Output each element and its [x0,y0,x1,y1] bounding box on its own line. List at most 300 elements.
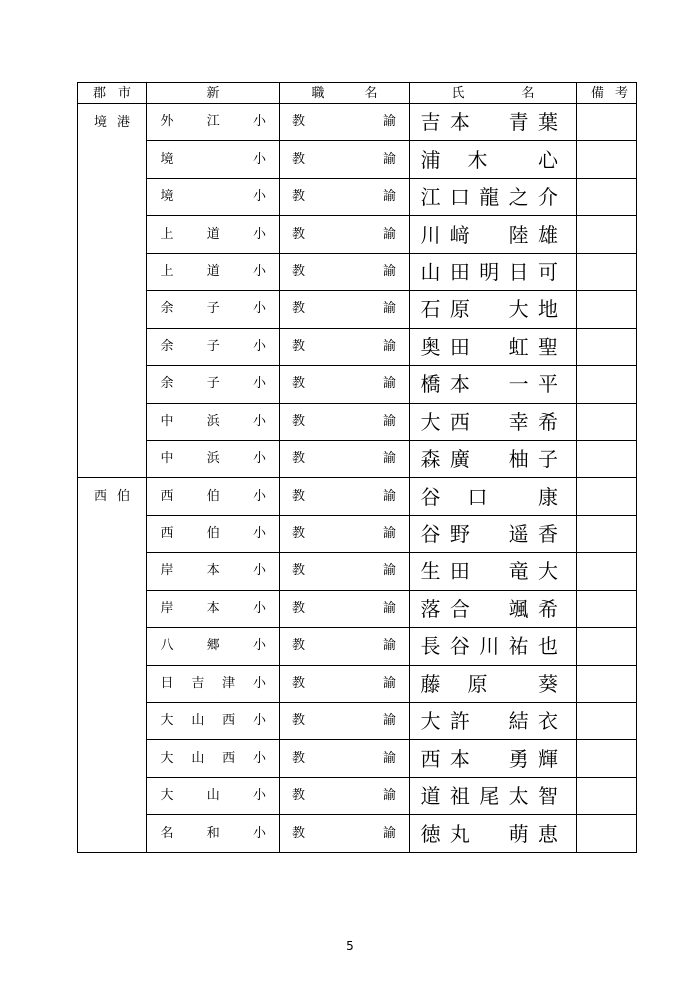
position-cell [280,553,410,590]
glyph: 野 [449,522,470,547]
glyph: 教 [292,189,306,205]
glyph: 明 [479,259,500,284]
glyph: 幸 [508,409,529,434]
school-cell [147,104,280,141]
school-label [161,301,267,317]
glyph: 大 [420,709,441,734]
header-position [280,83,410,104]
notes-cell [577,515,637,552]
header-row [78,83,637,104]
glyph: 小 [253,301,267,317]
glyph: 考 [615,85,629,101]
position-label [292,339,396,355]
glyph: 智 [538,784,558,809]
teacher-name [421,634,559,658]
name-cell [410,178,577,215]
glyph: 市 [118,85,132,101]
glyph [515,485,535,509]
glyph: 山 [420,259,441,284]
position-label [292,114,396,130]
glyph: 平 [538,372,558,397]
position-label [292,826,396,842]
glyph: 小 [252,713,266,729]
school-label [161,489,267,505]
glyph [515,672,535,696]
school-cell [147,665,280,702]
glyph: 道 [420,784,441,809]
glyph: 道 [206,263,220,279]
position-cell [280,703,410,740]
position-cell [280,478,410,515]
glyph: 小 [253,488,267,504]
glyph: 森 [420,447,441,472]
glyph: 生 [420,559,441,584]
glyph [479,709,499,733]
header-name-label [452,86,535,101]
school-label [161,414,267,430]
position-label [292,189,396,205]
school-cell [147,628,280,665]
glyph: 教 [292,526,306,542]
glyph: 山 [206,788,220,804]
glyph: 奥 [420,334,441,359]
glyph: 小 [253,413,267,429]
school-label [161,826,267,842]
table-row [78,590,637,627]
position-label [292,264,396,280]
school-label [161,676,267,692]
glyph: 木 [467,147,488,172]
notes-cell [577,553,637,590]
glyph: 落 [420,596,441,621]
glyph: 名 [160,825,174,841]
position-cell [280,515,410,552]
glyph: 諭 [383,151,397,167]
position-label [292,713,396,729]
glyph: 諭 [383,750,397,766]
glyph: 備 [591,85,605,101]
teacher-name [421,485,559,509]
glyph: 教 [292,825,306,841]
glyph: 衣 [538,709,558,734]
glyph: 諭 [383,488,397,504]
glyph: 丸 [449,821,470,846]
table-row [78,403,637,440]
glyph: 小 [253,825,267,841]
header-notes [577,83,637,104]
glyph: 伯 [117,489,131,505]
name-cell [410,440,577,477]
glyph: 教 [292,451,306,467]
position-label [292,526,396,542]
glyph: 岸 [160,563,174,579]
notes-cell [577,777,637,814]
glyph [479,297,499,321]
glyph: 諭 [383,526,397,542]
glyph: 境 [160,189,174,205]
glyph: 郷 [206,638,220,654]
glyph: 山 [191,750,205,766]
header-school-label: 新 [206,85,220,101]
glyph [479,822,499,846]
notes-cell [577,628,637,665]
glyph: 子 [206,301,220,317]
glyph: 西 [222,713,236,729]
glyph: 大 [160,713,174,729]
glyph: 西 [160,526,174,542]
glyph: 教 [292,788,306,804]
header-name [410,83,577,104]
region-label [94,489,130,505]
glyph: 諭 [383,451,397,467]
glyph: 小 [252,675,266,691]
glyph: 谷 [420,484,441,509]
name-cell [410,216,577,253]
notes-cell [577,328,637,365]
glyph: 廣 [449,447,470,472]
glyph: 山 [191,713,205,729]
glyph: 上 [160,226,174,242]
position-cell [280,291,410,328]
glyph: 雄 [538,222,558,247]
school-cell [147,216,280,253]
glyph: 合 [449,596,470,621]
name-cell [410,253,577,290]
position-cell [280,178,410,215]
position-cell [280,628,410,665]
school-cell [147,478,280,515]
position-cell [280,366,410,403]
glyph: 教 [292,750,306,766]
glyph: 地 [538,297,558,322]
glyph: 口 [449,185,470,210]
table-row [78,777,637,814]
glyph: 勇 [508,746,529,771]
glyph: 吉 [420,110,441,135]
teacher-name [421,110,559,134]
glyph: 大 [538,559,558,584]
glyph: 子 [206,376,220,392]
glyph: 田 [449,259,470,284]
table-row [78,253,637,290]
teacher-name [421,522,559,546]
glyph: 本 [449,110,470,135]
position-label [292,227,396,243]
glyph [479,335,499,359]
glyph: 口 [467,484,488,509]
teacher-name [421,185,559,209]
notes-cell [577,104,637,141]
glyph: 遥 [508,522,529,547]
glyph: 教 [292,151,306,167]
glyph: 子 [206,338,220,354]
glyph: 日 [160,675,174,691]
position-label [292,638,396,654]
glyph: 諭 [383,825,397,841]
school-cell [147,366,280,403]
teacher-name [421,747,559,771]
school-cell [147,777,280,814]
glyph: 諭 [383,301,397,317]
position-cell [280,440,410,477]
glyph: 西 [420,746,441,771]
teacher-name [421,297,559,321]
region-cell [78,478,147,852]
glyph: 徳 [420,821,441,846]
glyph: 教 [292,488,306,504]
glyph [491,148,511,172]
position-label [292,489,396,505]
glyph: 小 [253,788,267,804]
glyph: 可 [538,259,558,284]
glyph: 一 [508,372,529,397]
glyph: 本 [449,746,470,771]
glyph: 竜 [508,559,529,584]
region-label [94,115,130,131]
assignment-table [77,82,637,853]
table-row [78,328,637,365]
glyph [491,672,511,696]
position-label [292,451,396,467]
glyph: 余 [160,376,174,392]
position-cell [280,403,410,440]
notes-cell [577,815,637,852]
glyph: 許 [449,709,470,734]
notes-cell [577,703,637,740]
glyph: 原 [467,671,488,696]
glyph: 日 [508,259,529,284]
glyph [479,223,499,247]
school-cell [147,253,280,290]
name-cell [410,104,577,141]
table-row [78,815,637,852]
glyph: 聖 [538,334,558,359]
school-cell [147,328,280,365]
glyph: 名 [521,85,535,101]
teacher-name [421,822,559,846]
position-label [292,376,396,392]
glyph: 諭 [383,713,397,729]
glyph: 本 [206,563,220,579]
glyph: 諭 [383,413,397,429]
glyph: 諭 [383,675,397,691]
glyph: 余 [160,338,174,354]
glyph: 柚 [508,447,529,472]
table-row [78,141,637,178]
table-row [78,291,637,328]
glyph: 教 [292,600,306,616]
glyph: 太 [508,784,529,809]
glyph: 田 [449,334,470,359]
glyph: 龍 [479,185,500,210]
glyph: 小 [253,189,267,205]
table-row [78,178,637,215]
position-label [292,301,396,317]
name-cell [410,665,577,702]
name-cell [410,815,577,852]
glyph [479,410,499,434]
school-label [161,713,267,729]
teacher-name [421,784,559,808]
school-cell [147,515,280,552]
name-cell [410,628,577,665]
header-position-label [312,86,378,101]
header-school [147,83,280,104]
glyph: 教 [292,114,306,130]
glyph: 郡 [93,85,107,101]
teacher-name [421,672,559,696]
glyph: 原 [449,297,470,322]
name-cell [410,590,577,627]
school-cell [147,141,280,178]
position-label [292,152,396,168]
header-region [78,83,147,104]
teacher-name [421,410,559,434]
table-row [78,665,637,702]
position-cell [280,104,410,141]
glyph [444,148,464,172]
glyph: 大 [160,750,174,766]
glyph [444,672,464,696]
glyph: 西 [449,409,470,434]
glyph: 虹 [508,334,529,359]
table-row [78,740,637,777]
glyph: 本 [449,372,470,397]
name-cell [410,740,577,777]
glyph: 香 [538,522,558,547]
notes-cell [577,478,637,515]
glyph: 西 [94,489,108,505]
glyph: 名 [364,85,378,101]
school-label [161,451,267,467]
table-row [78,553,637,590]
glyph: 港 [117,115,131,130]
glyph [491,485,511,509]
school-label [161,563,267,579]
glyph [479,597,499,621]
glyph: 教 [292,226,306,242]
school-label [161,638,267,654]
notes-cell [577,665,637,702]
glyph: 青 [508,110,529,135]
name-cell [410,141,577,178]
school-cell [147,740,280,777]
school-cell [147,703,280,740]
teacher-name [421,335,559,359]
notes-cell [577,216,637,253]
glyph [444,485,464,509]
glyph: 外 [160,114,174,130]
table-row [78,104,637,141]
glyph: 岸 [160,600,174,616]
position-cell [280,253,410,290]
glyph: 中 [160,413,174,429]
glyph: 津 [222,675,236,691]
school-cell [147,815,280,852]
glyph: 教 [292,675,306,691]
table-row [78,478,637,515]
glyph: 陸 [508,222,529,247]
glyph: 本 [206,600,220,616]
glyph: 江 [206,114,220,130]
glyph: 境 [160,151,174,167]
table-row [78,366,637,403]
name-cell [410,328,577,365]
glyph: 之 [508,185,529,210]
glyph: 葵 [538,671,558,696]
teacher-name [421,709,559,733]
table-row [78,515,637,552]
glyph: 諭 [383,338,397,354]
glyph: 諭 [383,263,397,279]
glyph: 江 [420,185,441,210]
school-label [161,751,267,767]
glyph: 颯 [508,596,529,621]
glyph: 谷 [420,522,441,547]
table-row [78,628,637,665]
school-label [161,376,267,392]
glyph: 諭 [383,638,397,654]
teacher-name [421,559,559,583]
header-region-label [93,86,131,101]
notes-cell [577,141,637,178]
notes-cell [577,403,637,440]
glyph [479,372,499,396]
glyph: 教 [292,338,306,354]
notes-cell [577,253,637,290]
school-label [161,339,267,355]
glyph: 吉 [191,675,205,691]
glyph: 和 [206,825,220,841]
glyph: 希 [538,409,558,434]
glyph: 田 [449,559,470,584]
teacher-name [421,260,559,284]
name-cell [410,366,577,403]
glyph: 小 [253,638,267,654]
glyph: 職 [311,85,325,101]
glyph: 大 [508,297,529,322]
notes-cell [577,178,637,215]
glyph: 諭 [383,376,397,392]
page-number: 5 [346,939,354,953]
school-label [161,526,267,542]
glyph: 祐 [508,634,529,659]
position-cell [280,141,410,178]
table-row [78,440,637,477]
glyph: 西 [160,488,174,504]
glyph: 小 [253,600,267,616]
glyph: 浜 [206,413,220,429]
notes-cell [577,366,637,403]
position-cell [280,777,410,814]
glyph: 康 [538,484,558,509]
school-cell [147,403,280,440]
header-notes-label [591,86,628,101]
glyph: 尾 [479,784,500,809]
glyph: 﨑 [449,222,470,247]
glyph: 氏 [451,85,465,101]
glyph [479,747,499,771]
glyph: 小 [253,563,267,579]
glyph: 介 [538,185,558,210]
glyph: 教 [292,376,306,392]
table-header [78,83,637,104]
glyph: 上 [160,263,174,279]
glyph: 大 [420,409,441,434]
glyph: 小 [253,376,267,392]
name-cell [410,515,577,552]
teacher-name [421,372,559,396]
